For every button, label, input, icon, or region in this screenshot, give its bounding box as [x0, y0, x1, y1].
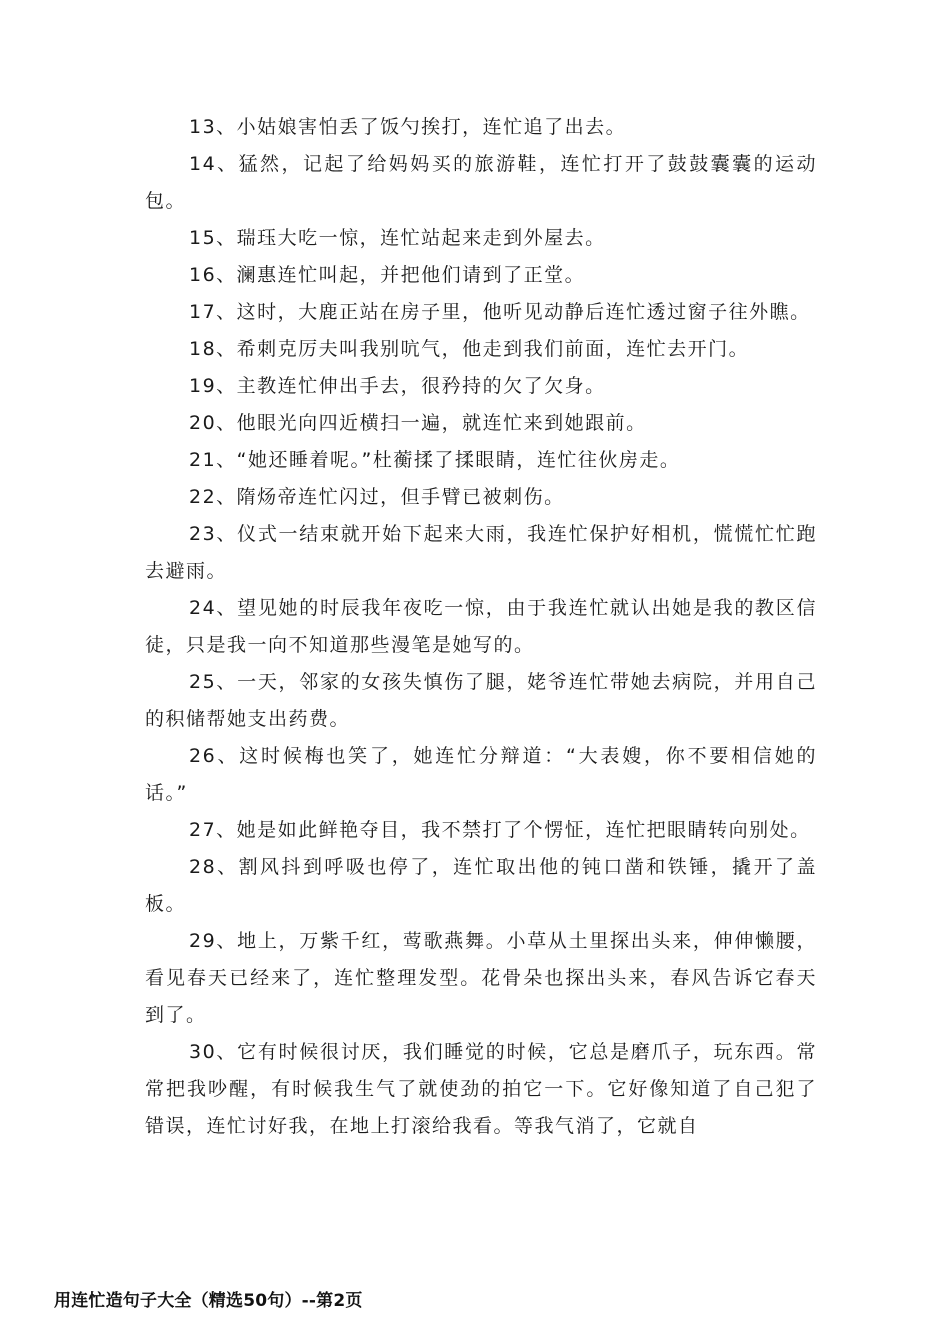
sentence-paragraph: 13、小姑娘害怕丢了饭勺挨打，连忙追了出去。 [189, 116, 627, 138]
sentence-paragraph: 26、这时候梅也笑了，她连忙分辩道：“大表嫂，你不要相信她的话。” [145, 745, 817, 804]
document-body [145, 109, 817, 1145]
sentence-paragraph: 15、瑞珏大吃一惊，连忙站起来走到外屋去。 [189, 227, 606, 249]
sentence-paragraph: 23、仪式一结束就开始下起来大雨，我连忙保护好相机，慌慌忙忙跑去避雨。 [145, 523, 817, 582]
sentence-paragraph: 28、割风抖到呼吸也停了，连忙取出他的钝口凿和铁锤，撬开了盖板。 [145, 856, 817, 915]
sentence-paragraph: 19、主教连忙伸出手去，很矜持的欠了欠身。 [189, 375, 606, 397]
sentence-paragraph: 14、猛然，记起了给妈妈买的旅游鞋，连忙打开了鼓鼓囊囊的运动包。 [145, 153, 817, 212]
sentence-paragraph: 21、“她还睡着呢。”杜蘅揉了揉眼睛，连忙往伙房走。 [189, 449, 681, 471]
page-footer: 用连忙造句子大全（精选50句）--第2页 [54, 1291, 363, 1311]
sentence-paragraph: 24、望见她的时辰我年夜吃一惊，由于我连忙就认出她是我的教区信徒，只是我一向不知道那些漫笔是她写的。 [145, 597, 817, 656]
sentence-paragraph: 16、澜惠连忙叫起，并把他们请到了正堂。 [189, 264, 586, 286]
sentence-paragraph: 27、她是如此鲜艳夺目，我不禁打了个愣怔，连忙把眼睛转向别处。 [189, 819, 811, 841]
sentence-paragraph: 17、这时，大鹿正站在房子里，他听见动静后连忙透过窗子往外瞧。 [189, 301, 811, 323]
sentence-paragraph: 29、地上，万紫千红，莺歌燕舞。小草从土里探出头来，伸伸懒腰，看见春天已经来了，连忙整理发型。花骨朵也探出头来，春风告诉它春天到了。 [145, 930, 817, 1026]
sentence-paragraph: 20、他眼光向四近横扫一遍，就连忙来到她跟前。 [189, 412, 647, 434]
sentence-paragraph: 30、它有时候很讨厌，我们睡觉的时候，它总是磨爪子，玩东西。常常把我吵醒，有时候我生气了就使劲的拍它一下。它好像知道了自己犯了错误，连忙讨好我，在地上打滚给我看。等我气消了，它就自 [145, 1041, 817, 1137]
sentence-paragraph: 25、一天，邻家的女孩失慎伤了腿，姥爷连忙带她去病院，并用自己的积储帮她支出药费。 [145, 671, 817, 730]
sentence-paragraph: 18、希刺克厉夫叫我别吭气，他走到我们前面，连忙去开门。 [189, 338, 750, 360]
sentence-paragraph: 22、隋炀帝连忙闪过，但手臂已被刺伤。 [189, 486, 565, 508]
